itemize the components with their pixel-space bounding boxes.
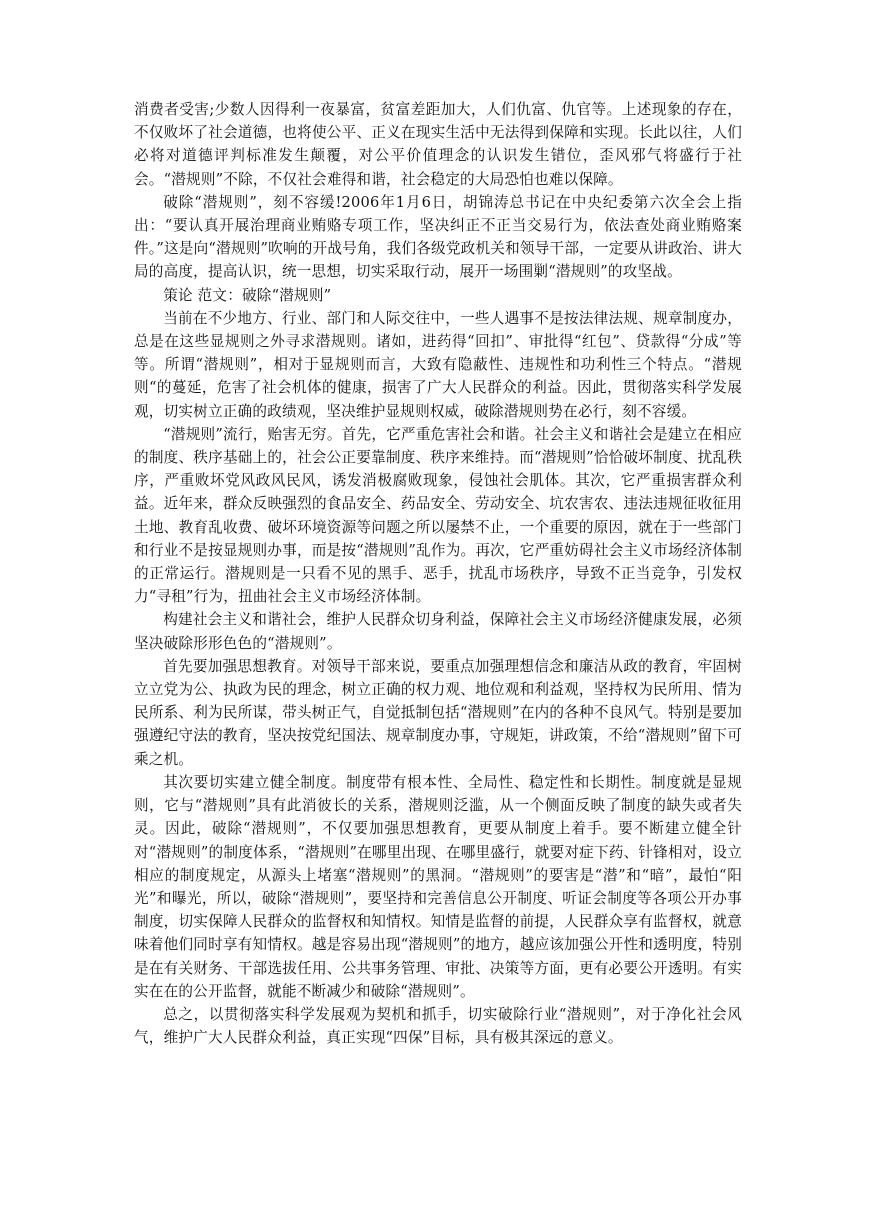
paragraph-definition: 当前在不少地方、行业、部门和人际交往中，一些人遇事不是按法律法规、规章制度办，总是在这些显规则之外寻求潜规则。诸如，进药得“回扣”、审批得“红包”、贷款得“分成”等等。所谓“潜规则”，相对于显规则而言，大致有隐蔽性、违规性和功利性三个特点。“潜规则“的蔓延，危害了社会机体的健康，损害了广大人民群众的利益。因此，贯彻落实科学发展观，切实树立正确的政绩观，坚决维护显规则权威，破除潜规则势在必行，刻不容缓。 — [134, 309, 742, 420]
paragraph-necessity: 构建社会主义和谐社会，维护人民群众切身利益，保障社会主义市场经济健康发展，必须坚决破除形形色色的“潜规则”。 — [134, 611, 742, 652]
paragraph-intro-continuation: 消费者受害;少数人因得利一夜暴富，贫富差距加大，人们仇富、仇官等。上述现象的存在，不仅败坏了社会道德，也将使公平、正义在现实生活中无法得到保障和实现。长此以往，人们必将对道德评判标准发生颠覆，对公平价值理念的认识发生错位，歪风邪气将盛行于社会。“潜规则”不除，不仅社会难得和谐，社会稳定的大局恐怕也难以保障。 — [134, 101, 742, 188]
paragraph-conclusion: 总之，以贯彻落实科学发展观为契机和抓手，切实破除行业“潜规则”，对于净化社会风气，维护广大人民群众利益，真正实现“四保”目标，具有极其深远的意义。 — [134, 1005, 742, 1047]
paragraph-harms: “潜规则”流行，贻害无穷。首先，它严重危害社会和谐。社会主义和谐社会是建立在相应的制度、秩序基础上的，社会公正要靠制度、秩序来维持。而“潜规则”恰恰破坏制度、扰乱秩序，严重败坏党风政风民风，诱发消极腐败现象，侵蚀社会肌体。其次，它严重损害群众利益。近年来，群众反映强烈的食品安全、药品安全、劳动安全、坑农害农、违法违规征收征用土地、教育乱收费、破坏环境资源等问题之所以屡禁不止，一个重要的原因，就在于一些部门和行业不是按显规则办事，而是按“潜规则”乱作为。再次，它严重妨碍社会主义市场经济体制的正常运行。潜规则是一只看不见的黑手、恶手，扰乱市场秩序，导致不正当竞争，引发权力“寻租”行为，扭曲社会主义市场经济体制。 — [134, 425, 742, 606]
paragraph-institutions: 其次要切实建立健全制度。制度带有根本性、全局性、稳定性和长期性。制度就是显规则，它与“潜规则”具有此消彼长的关系，潜规则泛滥，从一个侧面反映了制度的缺失或者失灵。因此，破除“潜规则”，不仅要加强思想教育，更要从制度上着手。要不断建立健全针对“潜规则”的制度体系，“潜规则”在哪里出现、在哪里盛行，就要对症下药、针锋相对，设立相应的制度规定，从源头上堵塞“潜规则”的黑洞。“潜规则”的要害是“潜”和“暗”，最怕“阳光”和曝光，所以，破除“潜规则”，要坚持和完善信息公开制度、听证会制度等各项公开办事制度，切实保障人民群众的监督权和知情权。知情是监督的前提，人民群众享有监督权，就意味着他们同时享有知情权。越是容易出现“潜规则”的地方，越应该加强公开性和透明度，特别是在有关财务、干部选拔任用、公共事务管理、审批、决策等方面，更有必要公开透明。有实实在在的公开监督，就能不断减少和破除“潜规则”。 — [134, 773, 742, 1000]
paragraph-urgent-call: 破除“潜规则”，刻不容缓!2006年1月6日，胡锦涛总书记在中央纪委第六次全会上指出：“要认真开展治理商业贿赂专项工作，坚决纠正不正当交易行为，依法查处商业贿赂案件。”这是向“潜规则”吹响的开战号角，我们各级党政机关和领导干部，一定要从讲政治、讲大局的高度，提高认识，统一思想，切实采取行动，展开一场围剿“潜规则”的攻坚战。 — [134, 193, 742, 281]
paragraph-education: 首先要加强思想教育。对领导干部来说，要重点加强理想信念和廉洁从政的教育，牢固树立立党为公、执政为民的理念，树立正确的权力观、地位观和利益观，坚持权为民所用、情为民所系、利为民所谋，带头树正气，自觉抵制包括“潜规则”在内的各种不良风气。特别是要加强遵纪守法的教育，坚决按党纪国法、规章制度办事，守规矩，讲政策，不给“潜规则”留下可乘之机。 — [134, 657, 742, 768]
article-body — [134, 98, 742, 1049]
section-heading: 策论 范文：破除“潜规则” — [163, 286, 332, 304]
